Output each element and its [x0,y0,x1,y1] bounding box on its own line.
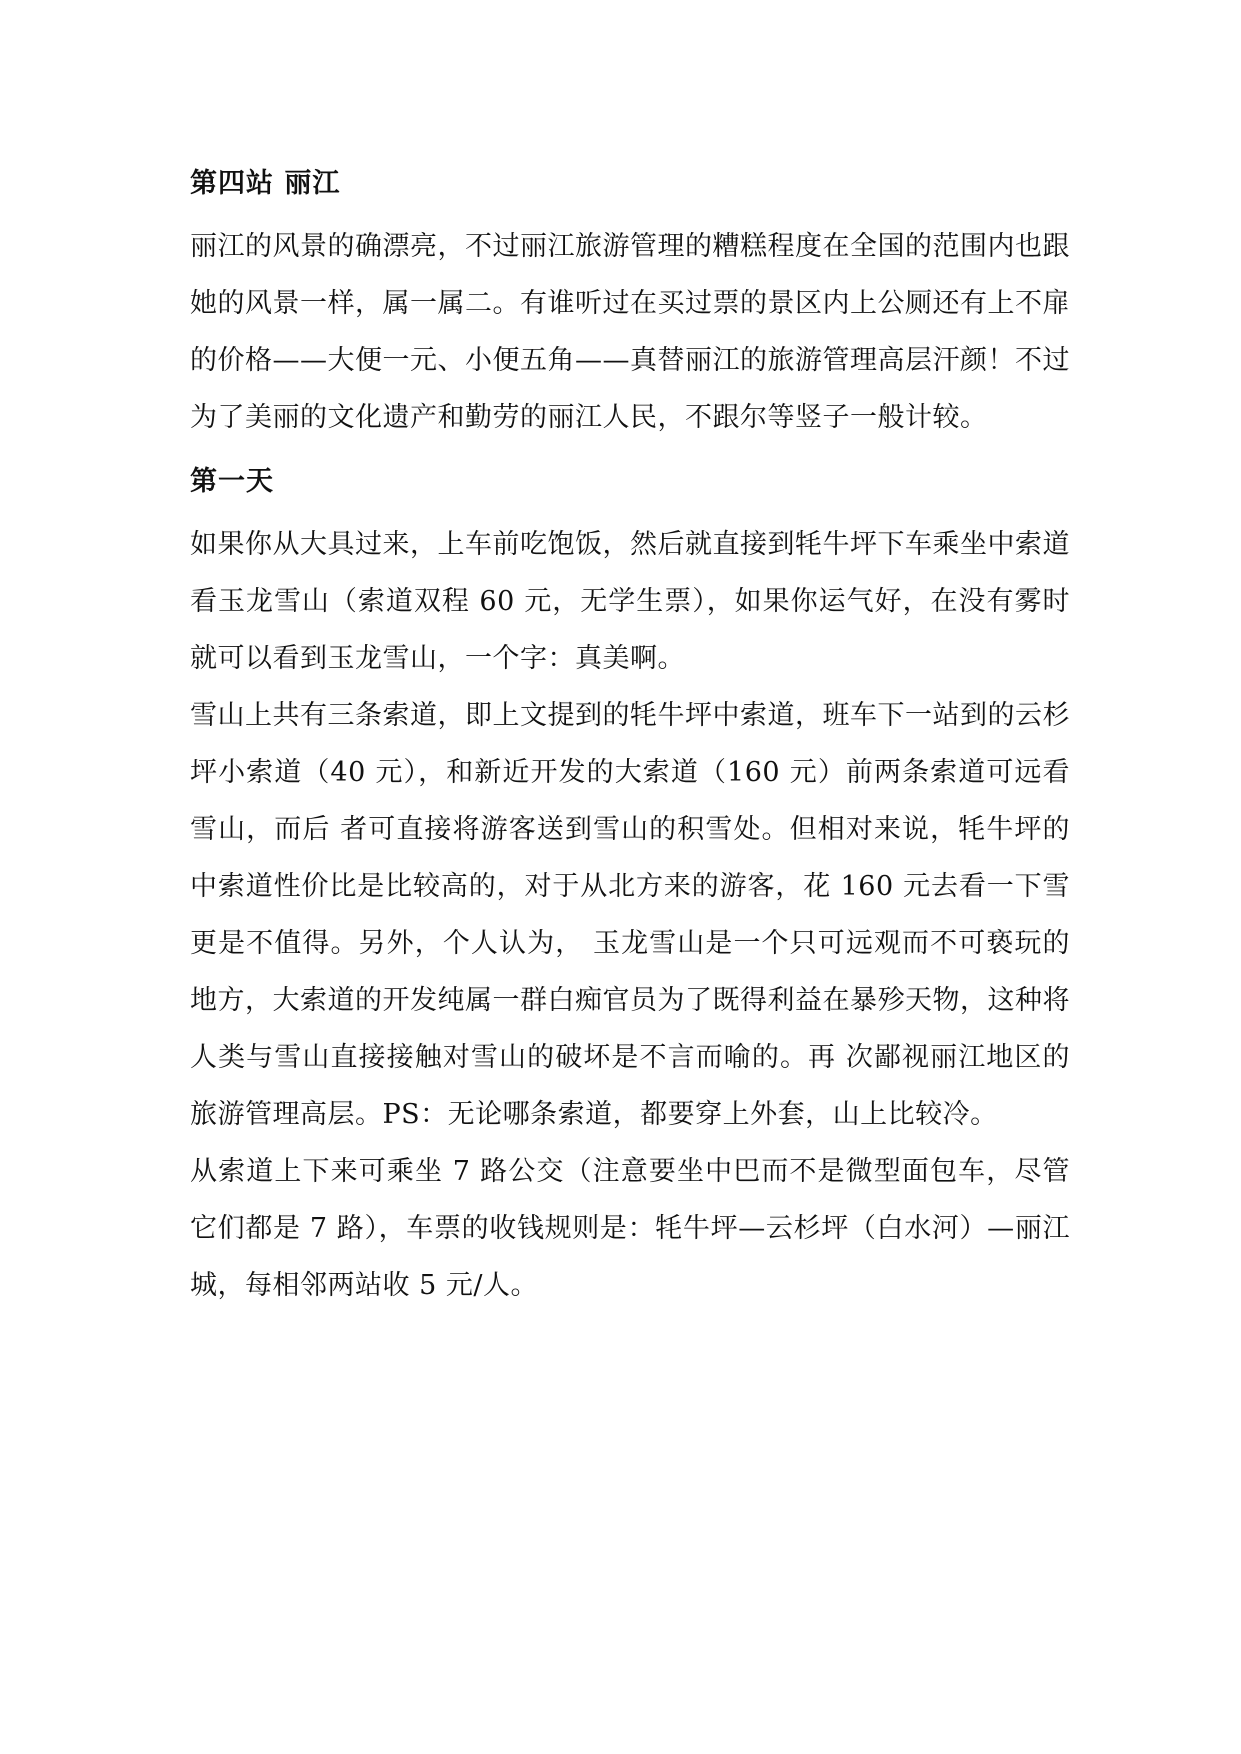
section-title-day-one: 第一天 [190,466,274,497]
section-title-lijiang: 第四站 丽江 [190,168,341,199]
paragraph-day-one-3: 从索道上下来可乘坐 7 路公交（注意要坐中巴而不是微型面包车，尽管它们都是 7 路），车票的收钱规则是：牦牛坪—云杉坪（白水河）—丽江城，每相邻两站收 5 元/人。 [190,1156,1070,1301]
paragraph-day-one-1: 如果你从大具过来，上车前吃饱饭，然后就直接到牦牛坪下车乘坐中索道看玉龙雪山（索道双程 60 元，无学生票），如果你运气好，在没有雾时就可以看到玉龙雪山，一个字：真美啊。 [190,529,1070,674]
intro-paragraph: 丽江的风景的确漂亮，不过丽江旅游管理的糟糕程度在全国的范围内也跟她的风景一样，属一属二。有谁听过在买过票的景区内上公厕还有上不扉的价格——大便一元、小便五角——真替丽江的旅游管理高层汗颜！不过为了美丽的文化遗产和勤劳的丽江人民，不跟尔等竖子一般计较。 [190,231,1070,433]
paragraph-day-one-2: 雪山上共有三条索道，即上文提到的牦牛坪中索道，班车下一站到的云杉坪小索道（40 元），和新近开发的大索道（160 元）前两条索道可远看雪山，而后 者可直接将游客送到雪山的积雪处。但相对来说，牦牛坪的中索道性价比是比较高的，对于从北方来的游客，花 160 元去看一下雪更是不值得。另外，个人认为， 玉龙雪山是一个只可远观而不可亵玩的地方，大索道的开发纯属一群白痴官员为了既得利益在暴殄天物，这种将人类与雪山直接接触对雪山的破坏是不言而喻的。再 次鄙视丽江地区的旅游管理高层。PS：无论哪条索道，都要穿上外套，山上比较冷。 [190,700,1070,1130]
document-page [190,160,1070,1314]
